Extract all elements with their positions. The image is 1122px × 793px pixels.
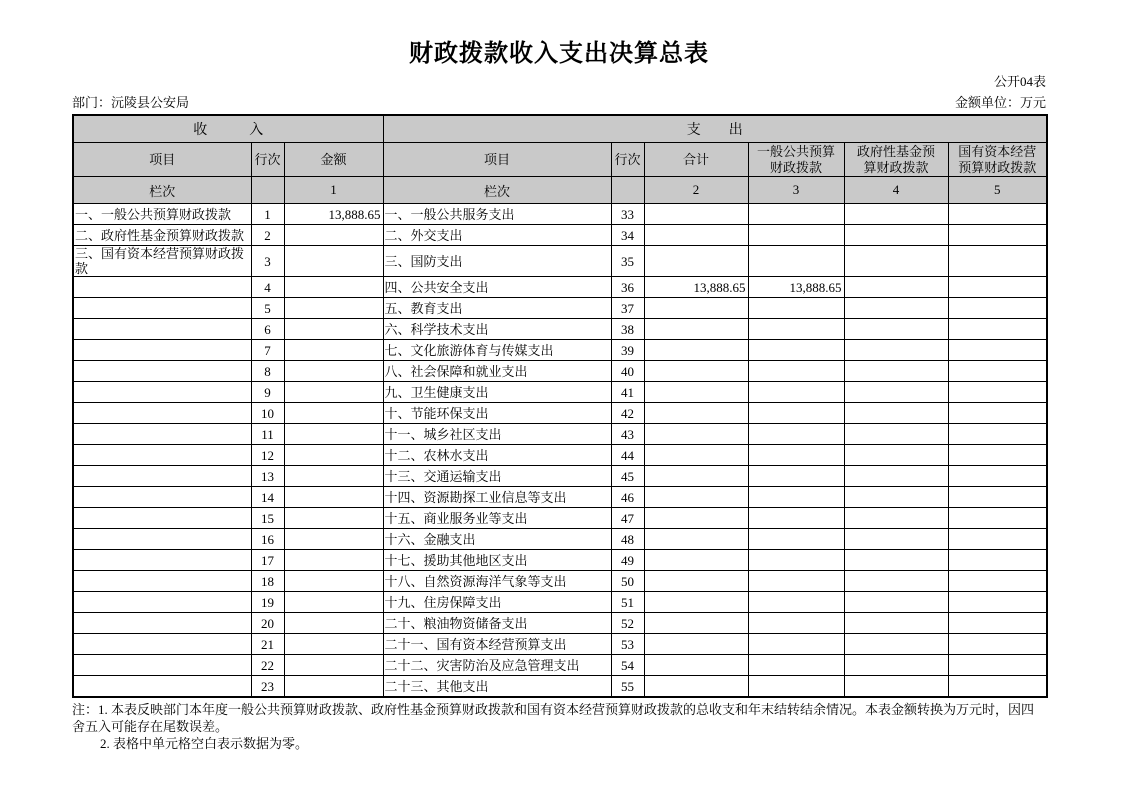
income-amount-cell bbox=[284, 592, 383, 613]
expense-item-cell: 九、卫生健康支出 bbox=[383, 382, 611, 403]
income-amount-cell bbox=[284, 319, 383, 340]
table-row bbox=[73, 225, 1047, 246]
income-item-cell bbox=[73, 445, 251, 466]
income-item-cell bbox=[73, 571, 251, 592]
income-item-cell bbox=[73, 340, 251, 361]
expense-general-public-cell bbox=[748, 487, 844, 508]
lanci-label-income: 栏次 bbox=[73, 177, 251, 204]
expense-general-public-cell bbox=[748, 382, 844, 403]
income-item-cell bbox=[73, 613, 251, 634]
expense-gov-fund-cell bbox=[844, 361, 948, 382]
income-amount-cell bbox=[284, 340, 383, 361]
expense-total-cell bbox=[644, 508, 748, 529]
income-line-cell: 7 bbox=[251, 340, 284, 361]
expense-general-public-cell bbox=[748, 613, 844, 634]
expense-gov-fund-cell bbox=[844, 319, 948, 340]
expense-gov-fund-cell bbox=[844, 382, 948, 403]
table-row bbox=[73, 550, 1047, 571]
expense-line-cell: 41 bbox=[611, 382, 644, 403]
income-line-cell: 21 bbox=[251, 634, 284, 655]
income-amount-cell bbox=[284, 361, 383, 382]
expense-item-cell: 十、节能环保支出 bbox=[383, 403, 611, 424]
income-amount-cell bbox=[284, 487, 383, 508]
income-item-cell bbox=[73, 403, 251, 424]
expense-item-cell: 十九、住房保障支出 bbox=[383, 592, 611, 613]
expense-item-cell: 十一、城乡社区支出 bbox=[383, 424, 611, 445]
table-row bbox=[73, 634, 1047, 655]
expense-item-cell: 二十二、灾害防治及应急管理支出 bbox=[383, 655, 611, 676]
expense-general-public-cell bbox=[748, 529, 844, 550]
income-line-cell: 15 bbox=[251, 508, 284, 529]
expense-line-cell: 53 bbox=[611, 634, 644, 655]
expense-general-public-cell bbox=[748, 634, 844, 655]
expense-state-capital-cell bbox=[948, 225, 1047, 246]
income-amount-cell bbox=[284, 550, 383, 571]
expense-gov-fund-cell bbox=[844, 592, 948, 613]
income-amount-cell bbox=[284, 655, 383, 676]
income-item-cell bbox=[73, 655, 251, 676]
income-line-cell: 13 bbox=[251, 466, 284, 487]
expense-general-public-cell bbox=[748, 508, 844, 529]
expense-total-cell bbox=[644, 424, 748, 445]
expense-general-public-cell bbox=[748, 340, 844, 361]
income-item-cell: 三、国有资本经营预算财政拨款 bbox=[73, 246, 251, 277]
income-amount-cell bbox=[284, 382, 383, 403]
expense-state-capital-cell bbox=[948, 340, 1047, 361]
col-header-income-item: 项目 bbox=[73, 143, 251, 177]
expense-gov-fund-cell bbox=[844, 676, 948, 698]
expense-gov-fund-cell bbox=[844, 634, 948, 655]
income-item-cell: 一、一般公共预算财政拨款 bbox=[73, 204, 251, 225]
income-item-cell bbox=[73, 634, 251, 655]
expense-item-cell: 一、一般公共服务支出 bbox=[383, 204, 611, 225]
income-line-cell: 17 bbox=[251, 550, 284, 571]
expense-gov-fund-cell bbox=[844, 298, 948, 319]
income-amount-cell bbox=[284, 571, 383, 592]
table-row bbox=[73, 466, 1047, 487]
expense-state-capital-cell bbox=[948, 361, 1047, 382]
income-line-cell: 9 bbox=[251, 382, 284, 403]
expense-line-cell: 35 bbox=[611, 246, 644, 277]
expense-total-cell bbox=[644, 550, 748, 571]
expense-total-cell bbox=[644, 361, 748, 382]
table-row bbox=[73, 613, 1047, 634]
income-item-cell bbox=[73, 319, 251, 340]
expense-general-public-cell bbox=[748, 655, 844, 676]
expense-total-cell bbox=[644, 676, 748, 698]
expense-item-cell: 二十三、其他支出 bbox=[383, 676, 611, 698]
expense-line-cell: 36 bbox=[611, 277, 644, 298]
expense-total-cell bbox=[644, 634, 748, 655]
unit-label: 金额单位：万元 bbox=[954, 95, 1046, 110]
expense-state-capital-cell bbox=[948, 550, 1047, 571]
expense-line-cell: 54 bbox=[611, 655, 644, 676]
expense-state-capital-cell bbox=[948, 246, 1047, 277]
expense-general-public-cell bbox=[748, 361, 844, 382]
expense-line-cell: 39 bbox=[611, 340, 644, 361]
expense-line-cell: 51 bbox=[611, 592, 644, 613]
table-row bbox=[73, 655, 1047, 676]
col-num-4: 4 bbox=[844, 177, 948, 204]
expense-state-capital-cell bbox=[948, 571, 1047, 592]
income-line-cell: 23 bbox=[251, 676, 284, 698]
expense-total-cell bbox=[644, 655, 748, 676]
income-amount-cell bbox=[284, 613, 383, 634]
expense-line-cell: 44 bbox=[611, 445, 644, 466]
table-row bbox=[73, 445, 1047, 466]
expense-line-cell: 43 bbox=[611, 424, 644, 445]
expense-gov-fund-cell bbox=[844, 508, 948, 529]
expense-item-cell: 十二、农林水支出 bbox=[383, 445, 611, 466]
expense-general-public-cell bbox=[748, 550, 844, 571]
expense-state-capital-cell bbox=[948, 424, 1047, 445]
income-item-cell bbox=[73, 361, 251, 382]
expense-gov-fund-cell bbox=[844, 655, 948, 676]
expense-state-capital-cell bbox=[948, 403, 1047, 424]
income-line-cell: 2 bbox=[251, 225, 284, 246]
table-row bbox=[73, 277, 1047, 298]
expense-general-public-cell bbox=[748, 403, 844, 424]
table-row bbox=[73, 487, 1047, 508]
expense-item-cell: 十四、资源勘探工业信息等支出 bbox=[383, 487, 611, 508]
income-line-cell: 14 bbox=[251, 487, 284, 508]
expense-state-capital-cell bbox=[948, 613, 1047, 634]
income-line-cell: 19 bbox=[251, 592, 284, 613]
expense-total-cell bbox=[644, 298, 748, 319]
income-line-cell: 5 bbox=[251, 298, 284, 319]
col-num-2: 2 bbox=[644, 177, 748, 204]
table-row bbox=[73, 424, 1047, 445]
expense-line-cell: 55 bbox=[611, 676, 644, 698]
col-header-general-public: 一般公共预算财政拨款 bbox=[748, 143, 844, 177]
expense-gov-fund-cell bbox=[844, 403, 948, 424]
income-amount-cell bbox=[284, 529, 383, 550]
income-section-header: 收 入 bbox=[73, 115, 383, 143]
table-row bbox=[73, 361, 1047, 382]
expense-line-cell: 45 bbox=[611, 466, 644, 487]
income-line-cell: 11 bbox=[251, 424, 284, 445]
income-item-cell bbox=[73, 508, 251, 529]
table-row bbox=[73, 246, 1047, 277]
col-num-3: 3 bbox=[748, 177, 844, 204]
table-row bbox=[73, 298, 1047, 319]
income-line-cell: 4 bbox=[251, 277, 284, 298]
income-line-cell: 20 bbox=[251, 613, 284, 634]
table-row bbox=[73, 340, 1047, 361]
expense-gov-fund-cell bbox=[844, 466, 948, 487]
income-amount-cell bbox=[284, 445, 383, 466]
expense-general-public-cell bbox=[748, 445, 844, 466]
expense-line-cell: 52 bbox=[611, 613, 644, 634]
fiscal-appropriation-table bbox=[72, 114, 1048, 698]
expense-total-cell bbox=[644, 403, 748, 424]
col-header-income-amount: 金额 bbox=[284, 143, 383, 177]
expense-total-cell bbox=[644, 466, 748, 487]
expense-item-cell: 二十、粮油物资储备支出 bbox=[383, 613, 611, 634]
note-2: 2. 表格中单元格空白表示数据为零。 bbox=[100, 736, 309, 751]
expense-item-cell: 四、公共安全支出 bbox=[383, 277, 611, 298]
expense-item-cell: 十六、金融支出 bbox=[383, 529, 611, 550]
footnotes bbox=[72, 701, 1046, 752]
expense-total-cell bbox=[644, 592, 748, 613]
expense-line-cell: 46 bbox=[611, 487, 644, 508]
expense-line-cell: 48 bbox=[611, 529, 644, 550]
income-item-cell: 二、政府性基金预算财政拨款 bbox=[73, 225, 251, 246]
expense-section-header: 支 出 bbox=[383, 115, 1047, 143]
income-item-cell bbox=[73, 676, 251, 698]
income-amount-cell: 13,888.65 bbox=[284, 204, 383, 225]
income-item-cell bbox=[73, 277, 251, 298]
expense-general-public-cell bbox=[748, 466, 844, 487]
income-line-cell: 22 bbox=[251, 655, 284, 676]
table-row bbox=[73, 319, 1047, 340]
income-line-cell: 6 bbox=[251, 319, 284, 340]
expense-total-cell bbox=[644, 340, 748, 361]
income-item-cell bbox=[73, 529, 251, 550]
income-amount-cell bbox=[284, 277, 383, 298]
expense-line-cell: 38 bbox=[611, 319, 644, 340]
lanci-blank-expense bbox=[611, 177, 644, 204]
expense-general-public-cell bbox=[748, 592, 844, 613]
expense-gov-fund-cell bbox=[844, 571, 948, 592]
expense-state-capital-cell bbox=[948, 298, 1047, 319]
meta-row bbox=[72, 94, 1046, 111]
expense-general-public-cell bbox=[748, 298, 844, 319]
income-amount-cell bbox=[284, 225, 383, 246]
expense-general-public-cell bbox=[748, 424, 844, 445]
expense-general-public-cell bbox=[748, 319, 844, 340]
income-amount-cell bbox=[284, 403, 383, 424]
expense-state-capital-cell bbox=[948, 277, 1047, 298]
expense-line-cell: 47 bbox=[611, 508, 644, 529]
col-num-1: 1 bbox=[284, 177, 383, 204]
col-header-expense-line: 行次 bbox=[611, 143, 644, 177]
table-row bbox=[73, 529, 1047, 550]
expense-line-cell: 42 bbox=[611, 403, 644, 424]
expense-item-cell: 三、国防支出 bbox=[383, 246, 611, 277]
expense-state-capital-cell bbox=[948, 634, 1047, 655]
expense-gov-fund-cell bbox=[844, 424, 948, 445]
expense-gov-fund-cell bbox=[844, 246, 948, 277]
expense-line-cell: 37 bbox=[611, 298, 644, 319]
income-item-cell bbox=[73, 592, 251, 613]
table-row bbox=[73, 508, 1047, 529]
income-line-cell: 18 bbox=[251, 571, 284, 592]
col-header-gov-fund: 政府性基金预算财政拨款 bbox=[844, 143, 948, 177]
col-num-5: 5 bbox=[948, 177, 1047, 204]
expense-total-cell bbox=[644, 319, 748, 340]
table-row bbox=[73, 382, 1047, 403]
expense-item-cell: 六、科学技术支出 bbox=[383, 319, 611, 340]
expense-state-capital-cell bbox=[948, 529, 1047, 550]
expense-line-cell: 50 bbox=[611, 571, 644, 592]
expense-item-cell: 十三、交通运输支出 bbox=[383, 466, 611, 487]
expense-item-cell: 十八、自然资源海洋气象等支出 bbox=[383, 571, 611, 592]
income-amount-cell bbox=[284, 508, 383, 529]
table-row bbox=[73, 592, 1047, 613]
expense-total-cell bbox=[644, 225, 748, 246]
income-amount-cell bbox=[284, 676, 383, 698]
expense-total-cell bbox=[644, 445, 748, 466]
expense-item-cell: 十七、援助其他地区支出 bbox=[383, 550, 611, 571]
expense-state-capital-cell bbox=[948, 382, 1047, 403]
col-header-income-line: 行次 bbox=[251, 143, 284, 177]
expense-gov-fund-cell bbox=[844, 613, 948, 634]
expense-gov-fund-cell bbox=[844, 225, 948, 246]
expense-state-capital-cell bbox=[948, 204, 1047, 225]
expense-total-cell bbox=[644, 613, 748, 634]
expense-state-capital-cell bbox=[948, 319, 1047, 340]
expense-total-cell bbox=[644, 487, 748, 508]
income-item-cell bbox=[73, 550, 251, 571]
expense-total-cell bbox=[644, 246, 748, 277]
expense-item-cell: 二十一、国有资本经营预算支出 bbox=[383, 634, 611, 655]
expense-state-capital-cell bbox=[948, 487, 1047, 508]
expense-gov-fund-cell bbox=[844, 204, 948, 225]
income-line-cell: 3 bbox=[251, 246, 284, 277]
expense-total-cell bbox=[644, 204, 748, 225]
expense-state-capital-cell bbox=[948, 466, 1047, 487]
income-amount-cell bbox=[284, 298, 383, 319]
income-amount-cell bbox=[284, 466, 383, 487]
income-amount-cell bbox=[284, 424, 383, 445]
expense-gov-fund-cell bbox=[844, 277, 948, 298]
col-header-expense-total: 合计 bbox=[644, 143, 748, 177]
expense-total-cell bbox=[644, 382, 748, 403]
section-header-row bbox=[73, 115, 1047, 143]
expense-gov-fund-cell bbox=[844, 487, 948, 508]
expense-line-cell: 33 bbox=[611, 204, 644, 225]
col-header-expense-item: 项目 bbox=[383, 143, 611, 177]
expense-item-cell: 二、外交支出 bbox=[383, 225, 611, 246]
expense-item-cell: 十五、商业服务业等支出 bbox=[383, 508, 611, 529]
income-line-cell: 12 bbox=[251, 445, 284, 466]
department-label: 部门：沅陵县公安局 bbox=[72, 95, 190, 110]
income-item-cell bbox=[73, 382, 251, 403]
lanci-blank-income bbox=[251, 177, 284, 204]
expense-total-cell bbox=[644, 529, 748, 550]
expense-item-cell: 五、教育支出 bbox=[383, 298, 611, 319]
expense-state-capital-cell bbox=[948, 592, 1047, 613]
expense-state-capital-cell bbox=[948, 676, 1047, 698]
income-line-cell: 10 bbox=[251, 403, 284, 424]
expense-general-public-cell: 13,888.65 bbox=[748, 277, 844, 298]
income-item-cell bbox=[73, 487, 251, 508]
income-item-cell bbox=[73, 424, 251, 445]
expense-state-capital-cell bbox=[948, 508, 1047, 529]
column-number-row bbox=[73, 177, 1047, 204]
column-header-row bbox=[73, 143, 1047, 177]
expense-item-cell: 七、文化旅游体育与传媒支出 bbox=[383, 340, 611, 361]
expense-total-cell: 13,888.65 bbox=[644, 277, 748, 298]
expense-gov-fund-cell bbox=[844, 529, 948, 550]
income-amount-cell bbox=[284, 634, 383, 655]
expense-gov-fund-cell bbox=[844, 445, 948, 466]
expense-gov-fund-cell bbox=[844, 550, 948, 571]
table-code: 公开04表 bbox=[993, 74, 1046, 89]
expense-gov-fund-cell bbox=[844, 340, 948, 361]
income-amount-cell bbox=[284, 246, 383, 277]
expense-state-capital-cell bbox=[948, 655, 1047, 676]
income-item-cell bbox=[73, 466, 251, 487]
income-line-cell: 8 bbox=[251, 361, 284, 382]
expense-state-capital-cell bbox=[948, 445, 1047, 466]
income-line-cell: 1 bbox=[251, 204, 284, 225]
note-1: 注：1. 本表反映部门本年度一般公共预算财政拨款、政府性基金预算财政拨款和国有资本经营预算财政拨款的总收支和年末结转结余情况。本表金额转换为万元时，因四舍五入可能存在尾数误差。 bbox=[72, 702, 1035, 734]
table-row bbox=[73, 403, 1047, 424]
income-item-cell bbox=[73, 298, 251, 319]
col-header-state-capital: 国有资本经营预算财政拨款 bbox=[948, 143, 1047, 177]
page-title: 财政拨款收入支出决算总表 bbox=[409, 41, 709, 67]
expense-general-public-cell bbox=[748, 225, 844, 246]
expense-total-cell bbox=[644, 571, 748, 592]
expense-general-public-cell bbox=[748, 204, 844, 225]
expense-general-public-cell bbox=[748, 571, 844, 592]
income-line-cell: 16 bbox=[251, 529, 284, 550]
table-row bbox=[73, 571, 1047, 592]
expense-general-public-cell bbox=[748, 676, 844, 698]
expense-line-cell: 40 bbox=[611, 361, 644, 382]
expense-line-cell: 34 bbox=[611, 225, 644, 246]
table-row bbox=[73, 676, 1047, 698]
expense-line-cell: 49 bbox=[611, 550, 644, 571]
lanci-label-expense: 栏次 bbox=[383, 177, 611, 204]
table-row bbox=[73, 204, 1047, 225]
expense-item-cell: 八、社会保障和就业支出 bbox=[383, 361, 611, 382]
expense-general-public-cell bbox=[748, 246, 844, 277]
